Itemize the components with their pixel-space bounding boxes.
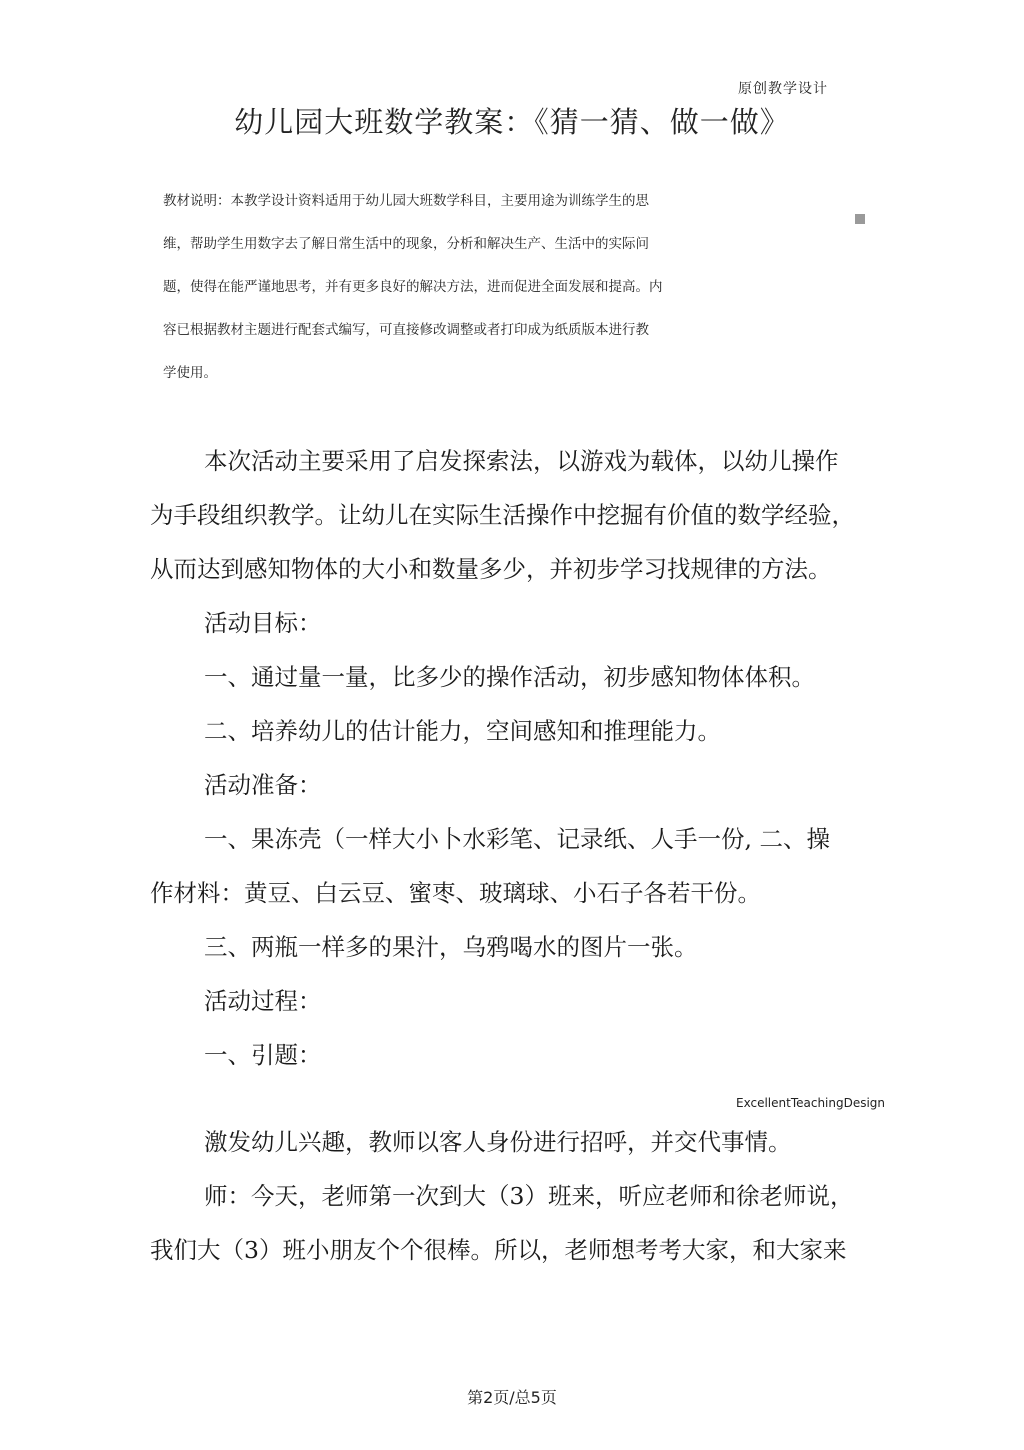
paragraph-line: 一、果冻壳（一样大小卜水彩笔、记录纸、人手一份, 二、操 xyxy=(204,825,830,853)
intro-description xyxy=(163,180,763,395)
section-heading: 活动过程： xyxy=(204,987,322,1015)
paragraph-line: 三、两瓶一样多的果汁，乌鸦喝水的图片一张。 xyxy=(204,933,698,961)
watermark-text: ExcellentTeachingDesign xyxy=(736,1096,886,1110)
paragraph-line: 我们大（3）班小朋友个个很棒。所以，老师想考考大家，和大家来 xyxy=(150,1236,847,1264)
paragraph-line: 一、通过量一量，比多少的操作活动，初步感知物体体积。 xyxy=(204,663,815,691)
paragraph-line: 本次活动主要采用了启发探索法，以游戏为载体，以幼儿操作 xyxy=(204,447,839,475)
header-note: 原创教学设计 xyxy=(738,81,828,97)
intro-line: 题，使得在能严谨地思考，并有更多良好的解决方法，进而促进全面发展和提高。内 xyxy=(163,279,663,295)
paragraph-line: 从而达到感知物体的大小和数量多少，并初步学习找规律的方法。 xyxy=(150,555,832,583)
intro-line: 容已根据教材主题进行配套式编写，可直接修改调整或者打印成为纸质版本进行教 xyxy=(163,322,649,338)
paragraph-line: 为手段组织教学。让幼儿在实际生活操作中挖掘有价值的数学经验， xyxy=(150,501,855,529)
paragraph-line: 激发幼儿兴趣，教师以客人身份进行招呼，并交代事情。 xyxy=(204,1128,792,1156)
paragraph-line: 作材料：黄豆、白云豆、蜜枣、玻璃球、小石子各若干份。 xyxy=(150,879,761,907)
intro-line: 学使用。 xyxy=(163,365,217,381)
body-text-continued xyxy=(150,1115,890,1277)
paragraph-line: 师：今天，老师第一次到大（3）班来，听应老师和徐老师说， xyxy=(204,1182,854,1210)
paragraph-line: 一、引题： xyxy=(204,1041,322,1069)
document-title: 幼儿园大班数学教案：《猜一猜、做一做》 xyxy=(234,105,790,139)
section-heading: 活动准备： xyxy=(204,771,322,799)
page-number: 第2页/总5页 xyxy=(467,1388,557,1407)
intro-line: 教材说明：本教学设计资料适用于幼儿园大班数学科目，主要用途为训练学生的思 xyxy=(163,193,649,209)
paragraph-line: 二、培养幼儿的估计能力，空间感知和推理能力。 xyxy=(204,717,721,745)
body-text xyxy=(150,434,890,1082)
section-heading: 活动目标： xyxy=(204,609,322,637)
gray-marker-square xyxy=(855,214,865,224)
intro-line: 维，帮助学生用数字去了解日常生活中的现象，分析和解决生产、生活中的实际问 xyxy=(163,236,649,252)
